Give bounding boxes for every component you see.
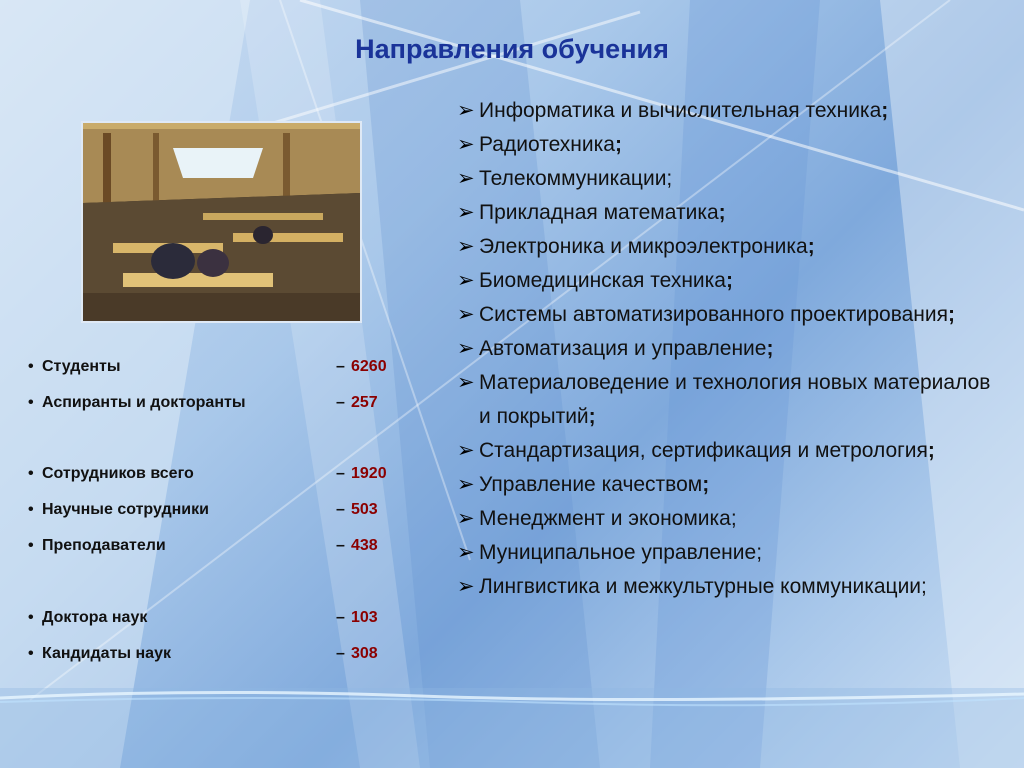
stat-value: 503 — [351, 501, 378, 518]
stat-lecturers — [28, 537, 408, 559]
arrow-bullet-icon: ➢ — [457, 439, 475, 462]
direction-item — [457, 128, 997, 162]
direction-item — [457, 536, 997, 570]
slide-title: Направления обучения — [355, 34, 669, 64]
direction-end: ; — [614, 133, 622, 156]
arrow-bullet-icon: ➢ — [457, 575, 475, 598]
reading-room-photo — [81, 121, 362, 323]
stat-label: Научные сотрудники — [42, 501, 209, 518]
direction-text: Материаловедение и технология новых материалов и покрытий — [479, 371, 991, 428]
direction-end: ; — [921, 575, 927, 598]
arrow-bullet-icon: ➢ — [457, 473, 475, 496]
stat-value: 257 — [351, 394, 378, 411]
stat-label: Преподаватели — [42, 537, 166, 554]
direction-text: Менеджмент и экономика — [479, 507, 731, 530]
direction-text: Биомедицинская техника — [479, 269, 726, 292]
stat-doctors — [28, 609, 408, 631]
direction-item — [457, 468, 997, 502]
direction-end: ; — [718, 201, 726, 224]
arrow-bullet-icon: ➢ — [457, 507, 475, 530]
bullet: • — [28, 537, 34, 554]
stat-dash: – — [336, 537, 345, 554]
bullet: • — [28, 645, 34, 662]
stat-dash: – — [336, 465, 345, 482]
direction-text: Электроника и микроэлектроника — [479, 235, 808, 258]
direction-text: Информатика и вычислительная техника — [479, 99, 882, 122]
stat-value: 6260 — [351, 358, 387, 375]
stat-dash: – — [336, 501, 345, 518]
stat-label: Сотрудников всего — [42, 465, 194, 482]
direction-end: ; — [948, 303, 956, 326]
direction-text: Стандартизация, сертификация и метрология — [479, 439, 928, 462]
direction-item — [457, 230, 997, 264]
stat-total-staff — [28, 465, 408, 487]
direction-text: Управление качеством — [479, 473, 703, 496]
stat-value: 438 — [351, 537, 378, 554]
direction-end: ; — [666, 167, 673, 190]
direction-end: ; — [702, 473, 710, 496]
arrow-bullet-icon: ➢ — [457, 337, 475, 360]
direction-text: Радиотехника — [479, 133, 615, 156]
direction-end: ; — [725, 269, 733, 292]
direction-text: Автоматизация и управление — [479, 337, 767, 360]
direction-text: Муниципальное управление — [479, 541, 757, 564]
direction-item — [457, 298, 997, 332]
bullet: • — [28, 465, 34, 482]
direction-item — [457, 434, 997, 468]
arrow-bullet-icon: ➢ — [457, 235, 475, 258]
direction-item — [457, 570, 997, 604]
directions-list — [457, 94, 997, 604]
direction-end: ; — [807, 235, 815, 258]
arrow-bullet-icon: ➢ — [457, 269, 475, 292]
stat-value: 308 — [351, 645, 378, 662]
stat-students — [28, 358, 408, 380]
bottom-wave-decoration — [0, 688, 1024, 768]
arrow-bullet-icon: ➢ — [457, 99, 475, 122]
stat-researchers — [28, 501, 408, 523]
direction-end: ; — [588, 405, 596, 428]
stat-label: Доктора наук — [42, 609, 148, 626]
arrow-bullet-icon: ➢ — [457, 541, 475, 564]
direction-end: ; — [881, 99, 889, 122]
direction-text: Лингвистика и межкультурные коммуникации — [479, 575, 922, 598]
stat-value: 103 — [351, 609, 378, 626]
stat-dash: – — [336, 645, 345, 662]
direction-item — [457, 162, 997, 196]
direction-text: Прикладная математика — [479, 201, 719, 224]
direction-end: ; — [730, 507, 737, 530]
stat-dash: – — [336, 394, 345, 411]
direction-end: ; — [927, 439, 935, 462]
stat-dash: – — [336, 609, 345, 626]
direction-item — [457, 196, 997, 230]
bullet: • — [28, 394, 34, 411]
stat-candidates — [28, 645, 408, 667]
bullet: • — [28, 609, 34, 626]
arrow-bullet-icon: ➢ — [457, 133, 475, 156]
stat-label: Аспиранты и докторанты — [42, 394, 246, 411]
bullet: • — [28, 358, 34, 375]
direction-item — [457, 94, 997, 128]
arrow-bullet-icon: ➢ — [457, 201, 475, 224]
direction-item — [457, 332, 997, 366]
arrow-bullet-icon: ➢ — [457, 167, 475, 190]
stat-label: Кандидаты наук — [42, 645, 171, 662]
direction-end: ; — [766, 337, 774, 360]
stat-postgraduates — [28, 394, 408, 416]
direction-item — [457, 264, 997, 298]
direction-text: Системы автоматизированного проектирования — [479, 303, 949, 326]
arrow-bullet-icon: ➢ — [457, 371, 475, 394]
bullet: • — [28, 501, 34, 518]
arrow-bullet-icon: ➢ — [457, 303, 475, 326]
stat-value: 1920 — [351, 465, 387, 482]
direction-end: ; — [756, 541, 763, 564]
direction-item — [457, 366, 997, 434]
direction-text: Телекоммуникации — [479, 167, 667, 190]
direction-item — [457, 502, 997, 536]
stat-dash: – — [336, 358, 345, 375]
stat-label: Студенты — [42, 358, 121, 375]
